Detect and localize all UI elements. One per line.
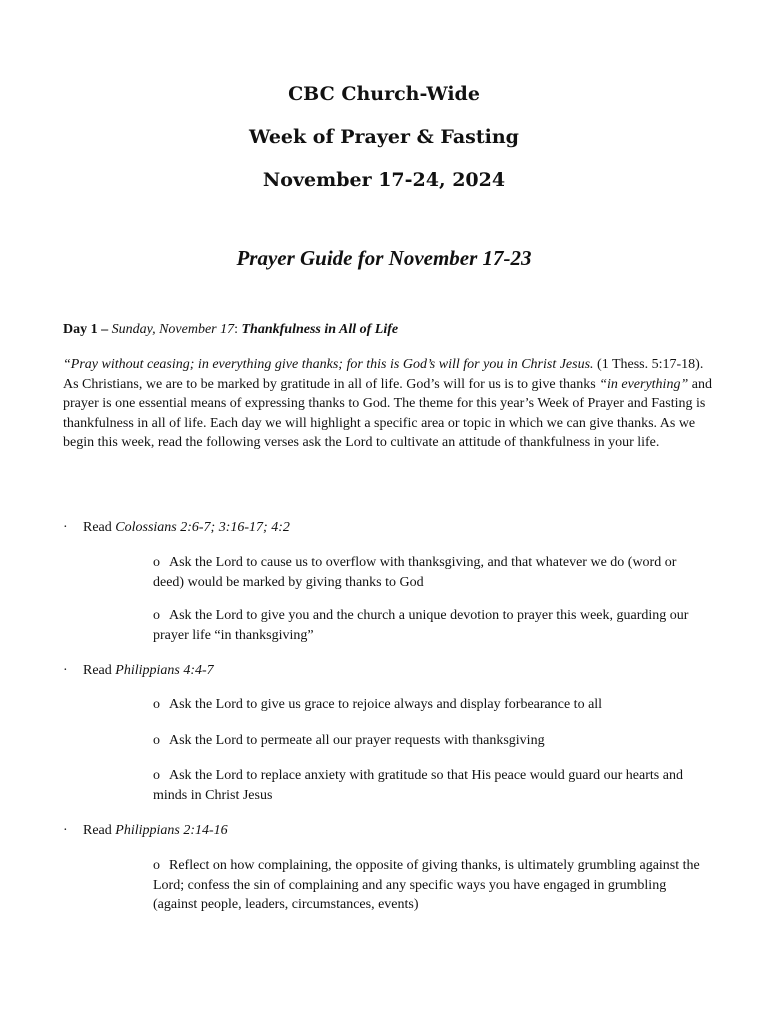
circle-bullet-icon: o [153, 555, 160, 570]
prayer-item [153, 856, 709, 915]
event-title: Week of Prayer & Fasting [249, 126, 519, 148]
bullet-icon: · [63, 823, 68, 838]
church-title: CBC Church-Wide [288, 83, 480, 105]
reading-passage: Philippians 4:4-7 [115, 663, 214, 678]
reading-passage: Philippians 2:14-16 [115, 823, 228, 838]
prayer-item [153, 606, 709, 645]
reading-passage: Colossians 2:6-7; 3:16-17; 4:2 [115, 520, 290, 535]
intro-quote: “Pray without ceasing; in everything give thanks; for this is God’s will for you in Christ Jesus. [63, 357, 594, 372]
prayer-guide-title: Prayer Guide for November 17-23 [236, 246, 532, 270]
intro-rest: and prayer is one essential means of expressing thanks to God. The theme for this year’s Week of Prayer and Fasting is thankfulness in all of life. Each day we will highlight a specific area or topic in which we can give thanks. As we begin this week, read the following verses ask the Lord to cultivate an attitude of thankfulness in your life. [63, 376, 712, 450]
bullet-icon: · [63, 663, 68, 678]
circle-bullet-icon: o [153, 733, 160, 748]
event-dates: November 17-24, 2024 [262, 169, 506, 191]
circle-bullet-icon: o [153, 697, 160, 712]
prayer-item-text: Ask the Lord to give us grace to rejoice always and display forbearance to all [169, 697, 603, 712]
intro-ref: (1 Thess. 5:17-18). As Christians, we are to be marked by gratitude in all of life. God’s will for us is to give thanks [63, 357, 704, 392]
circle-bullet-icon: o [153, 858, 160, 873]
prayer-item-text: Reflect on how complaining, the opposite of giving thanks, is ultimately grumbling against the Lord; confess the sin of complaining and any specific ways you have engaged in grumbling (against people, leaders, circumstances, events) [153, 858, 700, 912]
reading-prefix: Read [83, 823, 116, 838]
prayer-item [153, 553, 709, 592]
day-label: Day 1 [63, 322, 98, 337]
prayer-item-text: Ask the Lord to give you and the church a unique devotion to prayer this week, guarding our prayer life “in thanksgiving” [153, 608, 689, 643]
bullet-icon: · [63, 520, 68, 535]
prayer-item [153, 766, 709, 805]
day-colon: : [234, 322, 242, 337]
day-date: Sunday, November 17 [111, 322, 235, 337]
intro-emphasis: “in everything” [599, 376, 689, 392]
prayer-item-text: Ask the Lord to cause us to overflow with thanksgiving, and that whatever we do (word or deed) would be marked by giving thanks to God [153, 555, 677, 590]
prayer-item [153, 731, 709, 751]
reading-philippians-2 [63, 821, 723, 841]
reading-prefix: Read [83, 520, 116, 535]
day-theme: Thankfulness in All of Life [241, 322, 399, 337]
intro-paragraph [63, 355, 713, 453]
day-dash: – [97, 322, 112, 337]
day-heading [63, 320, 723, 340]
reading-prefix: Read [83, 663, 116, 678]
reading-colossians [63, 518, 723, 538]
prayer-item-text: Ask the Lord to replace anxiety with gratitude so that His peace would guard our hearts and minds in Christ Jesus [153, 768, 683, 803]
prayer-item [153, 695, 709, 715]
reading-philippians-4 [63, 661, 723, 681]
prayer-item-text: Ask the Lord to permeate all our prayer requests with thanksgiving [169, 733, 545, 748]
circle-bullet-icon: o [153, 608, 160, 623]
circle-bullet-icon: o [153, 768, 160, 783]
